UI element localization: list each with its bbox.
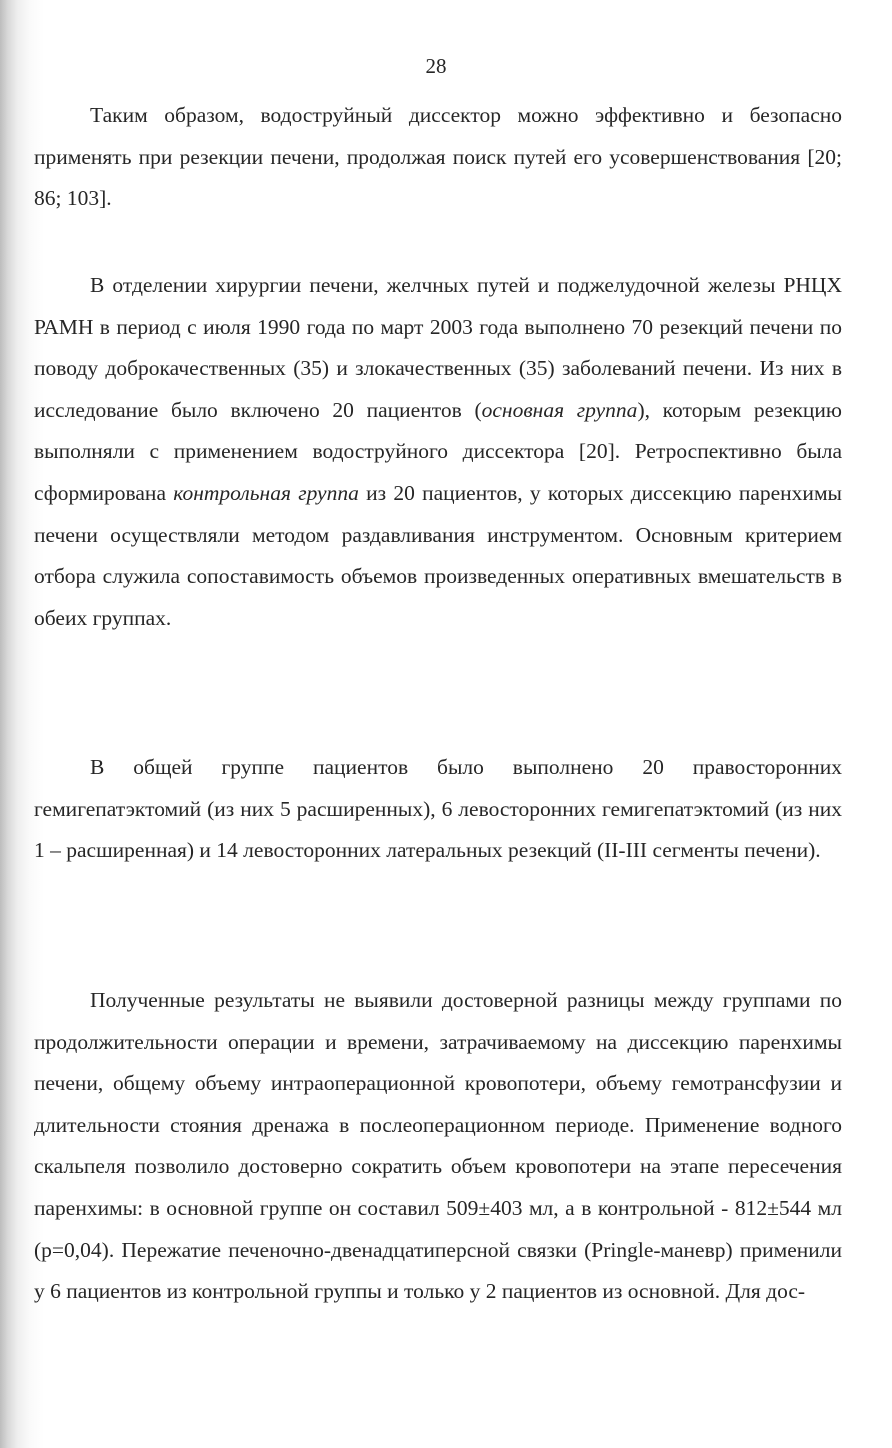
paragraph-study-groups xyxy=(34,265,842,639)
paragraph-text: ), которым резекцию выполняли с применением водоструйного диссектора [20]. Ретроспективно была сформирована xyxy=(34,397,842,505)
emphasis-main-group: основная группа xyxy=(481,397,638,422)
paragraph-text: В отделении хирургии печени, желчных путей и поджелудочной железы РНЦХ РАМН в период с июля 1990 года по март 2003 года выполнено 70 резекций печени по поводу доброкачественных (35) и злокачественных (35) заболеваний печени. Из них в исследование было включено 20 пациентов ( xyxy=(34,273,842,422)
emphasis-control-group: контрольная группа xyxy=(173,480,359,505)
page-number: 28 xyxy=(425,54,447,78)
paragraph-text: из 20 пациентов, у которых диссекцию паренхимы печени осуществляли методом раздавливания инструментом. Основным критерием отбора служила сопоставимость объемов произведенных оперативных вмешательств в обеих группах. xyxy=(34,480,842,630)
paragraph-conclusion: Таким образом, водоструйный диссектор можно эффективно и безопасно применять при резекции печени, продолжая поиск путей его усовершенствования [20; 86; 103]. xyxy=(34,103,842,211)
paragraph-operations: В общей группе пациентов было выполнено 20 правосторонних гемигепатэктомий (из них 5 расширенных), 6 левосторонних гемигепатэктомий (из них 1 – расширенная) и 14 левосторонних латеральных резекций (II-III сегменты печени). xyxy=(34,755,842,863)
paragraph-results: Полученные результаты не выявили достоверной разницы между группами по продолжительности операции и времени, затрачиваемому на диссекцию паренхимы печени, общему объему интраоперационной кровопотери, объему гемотрансфузии и длительности стояния дренажа в послеоперационном периоде. Применение водного скальпеля позволило достоверно сократить объем кровопотери на этапе пересечения паренхимы: в основной группе он составил 509±403 мл, а в контрольной - 812±544 мл (р=0,04). Пережатие печеночно-двенадцатиперсной связки (Pringle-маневр) применили у 6 пациентов из контрольной группы и только у 2 пациентов из основной. Для дос- xyxy=(34,988,842,1304)
